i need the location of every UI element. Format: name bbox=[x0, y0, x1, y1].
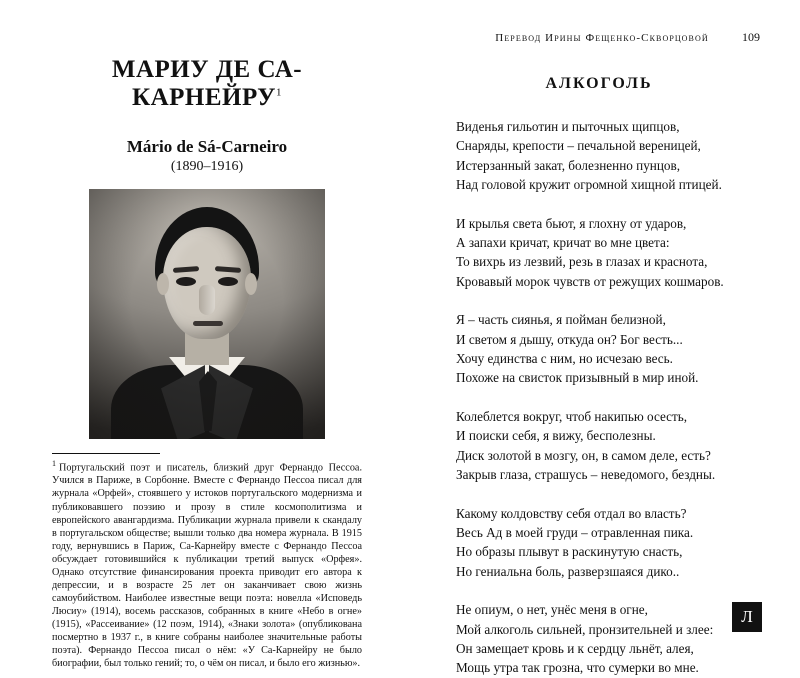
author-life-dates: (1890–1916) bbox=[170, 159, 244, 174]
poem-line: Мощь утра так грозна, что сумерки во мне. bbox=[456, 660, 699, 676]
poem-line: Но гениальна боль, разверзшаяся дико.. bbox=[456, 563, 680, 579]
author-title-footnote-marker: 1 bbox=[276, 86, 282, 99]
poem-line: Я – часть сиянья, я пойман белизной, bbox=[456, 312, 666, 328]
poem-line: Снаряды, крепости – печальной вереницей, bbox=[456, 138, 701, 154]
poem-stanza bbox=[456, 407, 760, 485]
poem-stanza bbox=[456, 117, 760, 195]
poem-line: Какому колдовству себя отдал во власть? bbox=[456, 505, 687, 521]
poem-stanza bbox=[456, 214, 760, 292]
author-title-text: МАРИУ ДЕ СА-КАРНЕЙРУ bbox=[111, 56, 303, 111]
footnote-marker: 1 bbox=[52, 459, 56, 468]
footnote-text: Португальский поэт и писатель, близкий друг Фернандо Пессоа. Учился в Париже, в Сорбонне. Вместе с Фернандо Пессоа писал для журнала «Орфей», стоявшего у истоков португальского модернизма и публиковавшего поэзию и прозу в стиле космополитизма и европейского авангардизма. Публикации журнала привели к скандалу в португальском обществе; вышли только два номера журнала. В 1915 году, вернувшись в Париж, Са-Карнейру вместе с Фернандо Пессоа обсуждает готовившийся к публикации третий выпуск «Орфея». Однако отсутствие финансирования проекта приводит его автора к депрессии, и в возрасте 25 лет он заканчивает свою жизнь самоубийством. Наиболее известные вещи поэта: новелла «Исповедь Люсиу» (1914), восемь рассказов, собранных в книге «Небо в огне» (1915), «Рассеивание» (12 поэм, 1914), «Знаки золота» (опубликована посмертно в 1937 г., в книге собраны наиболее значительные работы поэта). Фернандо Пессоа писал о нём: «У Са-Карнейру не было биографии, был только гений; то, о чём он писал, и было его жизнью». bbox=[52, 462, 362, 670]
poem-line: Мой алкоголь сильней, пронзительней и злее: bbox=[456, 621, 714, 637]
poem-line: Он замещает кровь и к сердцу льнёт, алея, bbox=[456, 640, 694, 656]
page-title bbox=[52, 56, 362, 111]
poem-line: Диск золотой в мозгу, он, в самом деле, есть? bbox=[456, 447, 711, 463]
poem-stanza bbox=[456, 504, 760, 582]
poem-title: АЛКОГОЛЬ bbox=[545, 75, 653, 92]
poem-line: Весь Ад в моей груди – отравленная пика. bbox=[456, 524, 694, 540]
author-portrait-photo bbox=[89, 189, 325, 439]
poem-line: Истерзанный закат, болезненно пунцов, bbox=[456, 157, 681, 173]
running-head bbox=[438, 30, 760, 45]
author-name-latin: Mário de Sá-Carneiro bbox=[126, 137, 288, 156]
poem-line: И крылья света бьют, я глохну от ударов, bbox=[456, 215, 687, 231]
left-page bbox=[0, 0, 400, 670]
poem-line: Закрыв глаза, страшусь – неведомого, бездны. bbox=[456, 467, 716, 483]
poem-line: Над головой кружит огромной хищной птицей. bbox=[456, 177, 722, 193]
publisher-logo: Л bbox=[732, 602, 762, 632]
running-head-text: Перевод Ирины Фещенко-Скворцовой bbox=[495, 32, 709, 44]
footnote-rule bbox=[52, 453, 160, 454]
poem-line: То вихрь из лезвий, резь в глазах и краснота, bbox=[456, 254, 708, 270]
poem-stanza bbox=[456, 310, 760, 388]
poem-line: Виденья гильотин и пыточных щипцов, bbox=[456, 119, 680, 134]
poem-line: Похоже на свисток призывный в мир иной. bbox=[456, 370, 699, 386]
poem-line: Не опиум, о нет, унёс меня в огне, bbox=[456, 602, 648, 618]
footnote bbox=[52, 453, 362, 670]
portrait-vignette bbox=[89, 189, 325, 439]
poem-line: А запахи кричат, кричат во мне цвета: bbox=[456, 235, 670, 251]
poem-line: И поиски себя, я вижу, бесполезны. bbox=[456, 428, 656, 444]
poem-line: Колеблется вокруг, чтоб накипью осесть, bbox=[456, 408, 688, 424]
right-page bbox=[400, 0, 800, 676]
poem-line: Хочу единства с ним, но исчезаю весь. bbox=[456, 351, 673, 367]
page-number: 109 bbox=[742, 30, 760, 44]
poem-line: Кровавый морок чувств от режущих кошмаров. bbox=[456, 273, 724, 289]
poem-stanza bbox=[456, 600, 760, 678]
poem-line: Но образы плывут в раскинутую снасть, bbox=[456, 544, 683, 560]
poem-line: И светом я дышу, откуда он? Бог весть... bbox=[456, 331, 683, 347]
